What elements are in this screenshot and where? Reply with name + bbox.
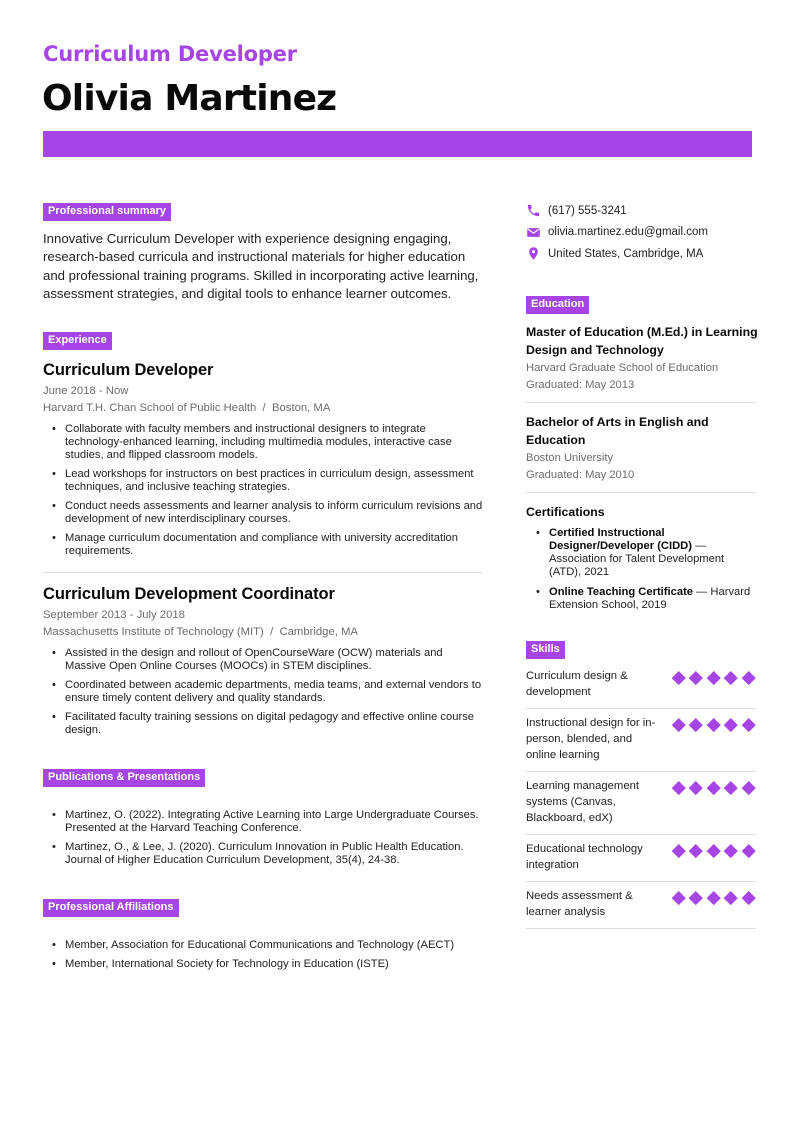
skill-rating (673, 841, 757, 873)
skills-section (526, 639, 758, 929)
affiliation-item: • Member, International Society for Technology in Education (ISTE) (65, 958, 483, 971)
job-bullets (43, 423, 483, 558)
skill-row (526, 662, 756, 709)
rating-diamond-icon (742, 781, 755, 794)
resume-job-title: Curriculum Developer (43, 42, 297, 66)
skill-name: Learning management systems (Canvas, Blackboard, edX) (526, 779, 640, 824)
divider (43, 572, 483, 573)
sidebar-column (526, 200, 758, 929)
certification-item (549, 586, 758, 612)
contact-location (526, 243, 758, 265)
education-entry (526, 413, 758, 481)
section-tag-experience: Experience (43, 332, 112, 350)
rating-diamond-icon (724, 671, 737, 684)
skill-row (526, 882, 756, 929)
rating-diamond-icon (689, 844, 702, 857)
rating-diamond-icon (742, 891, 755, 904)
divider (526, 492, 756, 493)
skill-row (526, 835, 756, 882)
skill-rating (673, 778, 757, 826)
job-dates: June 2018 - Now (43, 384, 129, 397)
education-entry (526, 323, 758, 391)
certification-detail: — Harvard Extension School, 2019 (549, 585, 751, 611)
rating-diamond-icon (742, 671, 755, 684)
publications-section (43, 767, 483, 867)
skill-name: Instructional design for in-person, blended, and online learning (526, 716, 656, 761)
summary-text: Innovative Curriculum Developer with experience designing engaging, research-based curricula and instructional materials for higher education and professional training programs. Skilled in incorporating active learning, assessment strategies, and digital tools to enhance learner outcomes. (43, 231, 479, 302)
contact-block (526, 200, 758, 265)
rating-diamond-icon (672, 718, 685, 731)
skill-name: Needs assessment & learner analysis (526, 889, 633, 918)
skill-name: Educational technology integration (526, 842, 643, 871)
certifications-section (526, 505, 758, 612)
skill-name: Curriculum design & development (526, 669, 628, 698)
affiliation-list (43, 939, 483, 971)
bullet-item: • Coordinated between academic departments, media teams, and external vendors to ensure timely content delivery and quality standards. (65, 679, 483, 705)
rating-diamond-icon (724, 781, 737, 794)
bullet-item: • Collaborate with faculty members and instructional designers to integrate technology-enhanced learning, including multimedia modules, interactive case studies, and flipped classroom models. (65, 423, 483, 462)
contact-phone (526, 200, 758, 222)
location-pin-icon (526, 246, 541, 261)
bullet-item: • Conduct needs assessments and learner analysis to inform curriculum revisions and development of new interdisciplinary courses. (65, 500, 483, 526)
rating-diamond-icon (707, 671, 720, 684)
rating-diamond-icon (707, 718, 720, 731)
certification-list (526, 527, 758, 612)
rating-diamond-icon (724, 891, 737, 904)
affiliations-section (43, 897, 483, 971)
rating-diamond-icon (707, 781, 720, 794)
certification-name: Online Teaching Certificate (549, 585, 694, 598)
rating-diamond-icon (672, 671, 685, 684)
skill-rating (673, 715, 757, 763)
bullet-item: • Lead workshops for instructors on best practices in curriculum design, assessment techniques, and inclusive teaching strategies. (65, 468, 483, 494)
skill-row (526, 709, 756, 772)
certification-item (549, 527, 758, 579)
phone-icon (526, 203, 541, 218)
bullet-item: • Assisted in the design and rollout of OpenCourseWare (OCW) materials and Massive Open Online Courses (MOOCs) in STEM disciplines. (65, 647, 483, 673)
divider (526, 402, 756, 403)
experience-section (43, 330, 483, 737)
certification-detail: — Association for Talent Development (ATD), 2021 (549, 539, 725, 578)
bullet-item: • Facilitated faculty training sessions on digital pedagogy and effective online course design. (65, 711, 483, 737)
rating-diamond-icon (707, 844, 720, 857)
candidate-name: Olivia Martinez (42, 78, 337, 119)
certification-name: Certified Instructional Designer/Developer (CIDD) (549, 526, 692, 552)
rating-diamond-icon (689, 781, 702, 794)
graduation-date: Graduated: May 2013 (526, 378, 635, 391)
rating-diamond-icon (689, 718, 702, 731)
rating-diamond-icon (724, 718, 737, 731)
publication-item: • Martinez, O. (2022). Integrating Active Learning into Large Undergraduate Courses. Presented at the Harvard Teaching Conference. (65, 809, 483, 835)
job-title: Curriculum Development Coordinator (43, 584, 335, 603)
section-tag-affiliations: Professional Affiliations (43, 899, 179, 917)
school-name: Harvard Graduate School of Education (526, 361, 719, 374)
rating-diamond-icon (689, 891, 702, 904)
publication-item: • Martinez, O., & Lee, J. (2020). Curriculum Innovation in Public Health Education. Journal of Higher Education Curriculum Development, 35(4), 24-38. (65, 841, 483, 867)
rating-diamond-icon (672, 844, 685, 857)
skill-rating (673, 668, 757, 700)
skills-list (526, 662, 758, 929)
job-dates: September 2013 - July 2018 (43, 608, 185, 621)
rating-diamond-icon (742, 718, 755, 731)
certifications-heading: Certifications (526, 504, 605, 519)
degree-title: Master of Education (M.Ed.) in Learning Design and Technology (526, 324, 758, 357)
email-icon (526, 225, 541, 240)
section-tag-publications: Publications & Presentations (43, 769, 205, 787)
job-entry (43, 361, 483, 558)
main-column (43, 201, 483, 977)
header-accent-bar (43, 131, 752, 157)
summary-section (43, 201, 483, 304)
phone-number: (617) 555-3241 (548, 204, 627, 217)
rating-diamond-icon (689, 671, 702, 684)
affiliation-item: • Member, Association for Educational Communications and Technology (AECT) (65, 939, 483, 952)
job-entry (43, 585, 483, 737)
section-tag-summary: Professional summary (43, 203, 171, 221)
job-organization: Massachusetts Institute of Technology (MIT) / Cambridge, MA (43, 625, 358, 638)
publication-list (43, 809, 483, 867)
skill-row (526, 772, 756, 835)
section-tag-education: Education (526, 296, 589, 314)
school-name: Boston University (526, 451, 614, 464)
job-bullets (43, 647, 483, 737)
email-address: olivia.martinez.edu@gmail.com (548, 226, 708, 239)
education-section (526, 294, 758, 493)
contact-email (526, 222, 758, 244)
graduation-date: Graduated: May 2010 (526, 468, 635, 481)
rating-diamond-icon (742, 844, 755, 857)
rating-diamond-icon (707, 891, 720, 904)
section-tag-skills: Skills (526, 641, 565, 659)
job-organization: Harvard T.H. Chan School of Public Health / Boston, MA (43, 401, 331, 414)
job-title: Curriculum Developer (43, 360, 214, 379)
location-text: United States, Cambridge, MA (548, 247, 704, 260)
skill-rating (673, 888, 757, 920)
rating-diamond-icon (672, 891, 685, 904)
bullet-item: • Manage curriculum documentation and compliance with university accreditation requirements. (65, 532, 483, 558)
rating-diamond-icon (724, 844, 737, 857)
degree-title: Bachelor of Arts in English and Education (526, 414, 709, 447)
rating-diamond-icon (672, 781, 685, 794)
